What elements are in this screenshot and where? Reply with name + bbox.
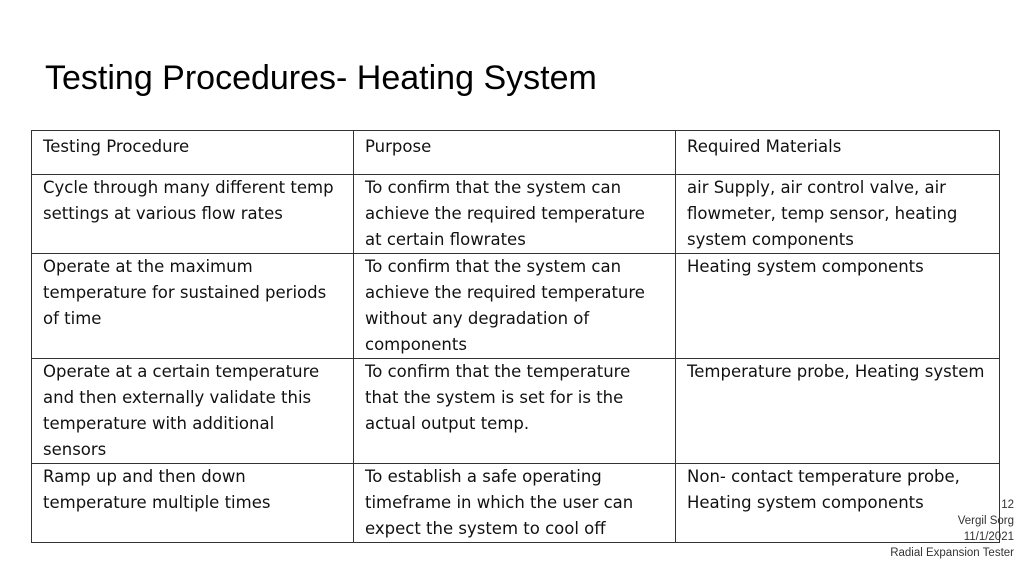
cell-testing-procedure: Cycle through many different temp settings at various flow rates	[32, 175, 354, 254]
cell-testing-procedure: Operate at a certain temperature and then externally validate this temperature with additional sensors	[32, 359, 354, 464]
footer-project: Radial Expansion Tester	[890, 547, 1014, 559]
table-header-row	[32, 131, 1000, 175]
cell-purpose: To confirm that the system can achieve the required temperature at certain flowrates	[354, 175, 676, 254]
table-row	[32, 175, 1000, 254]
cell-purpose: To confirm that the system can achieve the required temperature without any degradation of components	[354, 254, 676, 359]
page-number: 12	[1001, 499, 1014, 511]
table-row	[32, 359, 1000, 464]
header-purpose: Purpose	[354, 131, 676, 175]
cell-required-materials: Non- contact temperature probe, Heating system components	[676, 464, 1000, 543]
slide-title: Testing Procedures- Heating System	[45, 59, 597, 97]
slide-footer	[890, 497, 1014, 561]
cell-testing-procedure: Operate at the maximum temperature for sustained periods of time	[32, 254, 354, 359]
footer-author: Vergil Sorg	[957, 515, 1014, 527]
cell-required-materials: Heating system components	[676, 254, 1000, 359]
cell-testing-procedure: Ramp up and then down temperature multiple times	[32, 464, 354, 543]
table-row	[32, 254, 1000, 359]
header-testing-procedure: Testing Procedure	[32, 131, 354, 175]
cell-required-materials: Temperature probe, Heating system	[676, 359, 1000, 464]
testing-procedures-table	[31, 130, 1000, 543]
cell-purpose: To establish a safe operating timeframe in which the user can expect the system to cool off	[354, 464, 676, 543]
footer-date: 11/1/2021	[963, 531, 1014, 543]
cell-purpose: To confirm that the temperature that the system is set for is the actual output temp.	[354, 359, 676, 464]
header-required-materials: Required Materials	[676, 131, 1000, 175]
table-row	[32, 464, 1000, 543]
cell-required-materials: air Supply, air control valve, air flowmeter, temp sensor, heating system components	[676, 175, 1000, 254]
